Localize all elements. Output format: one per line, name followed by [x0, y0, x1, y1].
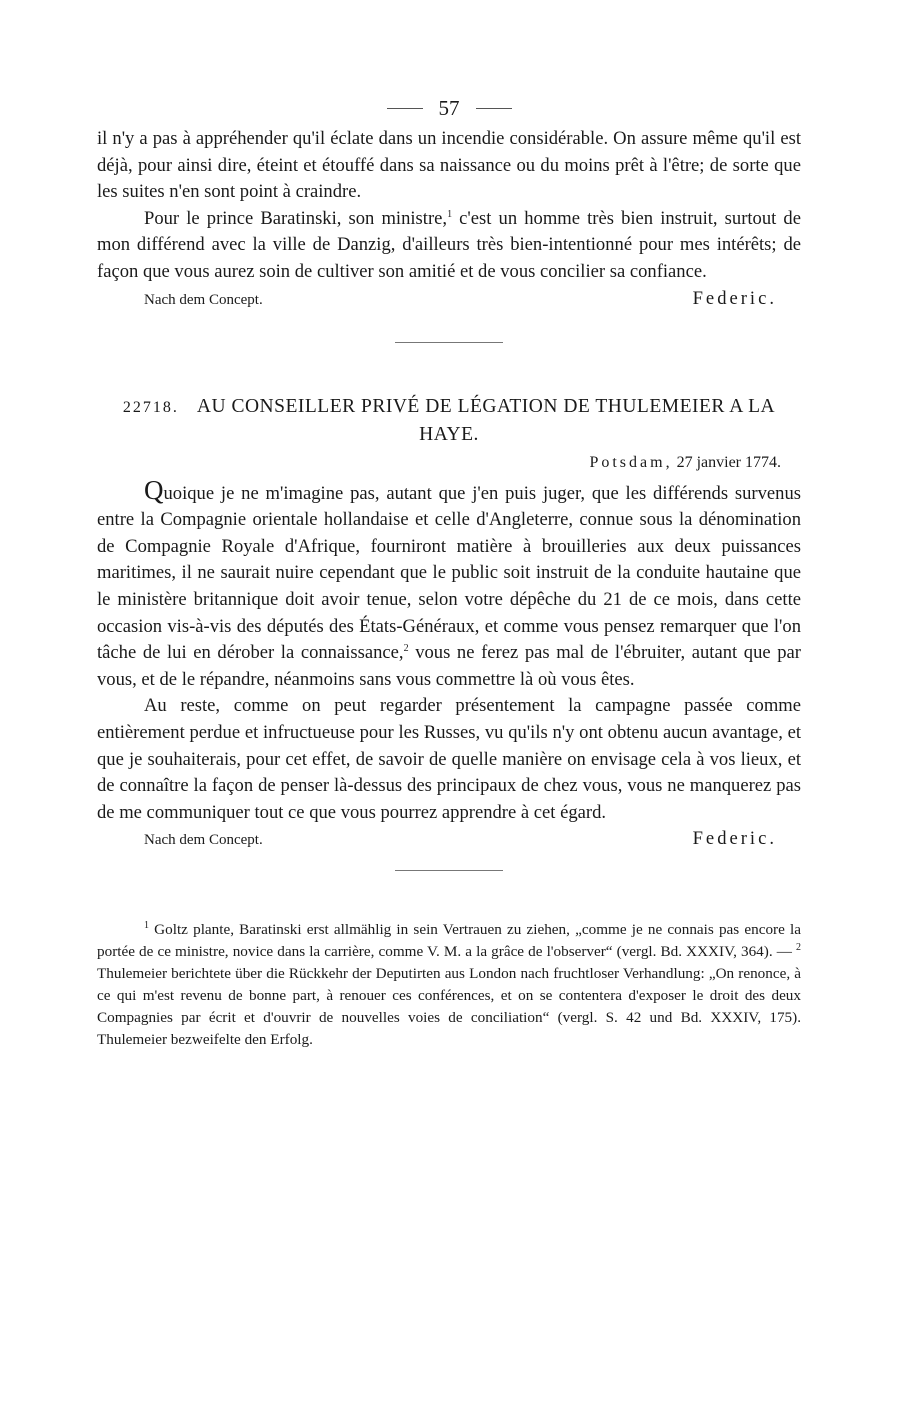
page-number: 57	[438, 95, 460, 120]
paragraph-text: Pour le prince Baratinski, son ministre,	[144, 207, 448, 229]
source-note: Nach dem Concept.	[144, 291, 263, 308]
paragraph-continuation: il n'y a pas à appréhender qu'il éclate dans un incendie considérable. On assure même qu'il est déjà, pour ainsi dire, éteint et étouffé dans sa naissance ou du moins prêt à l'être; de sorte que les suites n'en sont point à craindre.	[97, 128, 801, 203]
date: 27 janvier 1774.	[676, 453, 781, 471]
paragraph-text: c'est un homme très bien instruit, surtout de mon différend avec la ville de Danzig, d'ailleurs très bien-intentionné pour mes intérêts; de façon que vous aurez soin de cultiver son amitié et de vous concilier sa confiance.	[97, 207, 801, 282]
paragraph-text: vous ne ferez pas mal de l'ébruiter, autant que par vous, et de le répandre, néanmoins sans vous commettre là où vous êtes.	[97, 642, 802, 690]
header-rule-left	[387, 108, 423, 109]
footnote-ref: 1	[447, 208, 453, 220]
footnote-mark: 2	[796, 942, 801, 954]
document-number: 22718.	[122, 398, 179, 416]
page	[97, 90, 801, 1051]
place: Potsdam,	[589, 453, 673, 471]
footnote-1: Goltz plante, Baratinski erst allmählig in sein Vertrauen zu ziehen, „comme je ne connais pas encore la portée de ce ministre, novice dans la carrière, comme V. M. a la grâce de l'observer“ (vergl. Bd. XXXIV, 364). —	[97, 921, 801, 961]
separator-rule	[395, 870, 503, 871]
signature-block	[97, 828, 801, 850]
separator-rule	[395, 342, 503, 343]
footnote-ref: 2	[403, 642, 409, 654]
signature: Federic.	[692, 828, 777, 850]
letter-body	[97, 474, 802, 827]
paragraph-letter-1	[97, 474, 802, 694]
footnote-mark: 1	[144, 920, 149, 932]
paragraph-baratinski	[97, 206, 801, 286]
header-rule-right	[476, 108, 512, 109]
document-heading	[97, 393, 801, 448]
footnotes	[97, 919, 801, 1051]
footnote-text	[97, 919, 801, 1051]
signature-block	[97, 288, 801, 310]
paragraph-letter-2: Au reste, comme on peut regarder présentement la campagne passée comme entièrement perdue et infructueuse pour les Russes, vu qu'ils n'y ont obtenu aucun avantage, et que je souhaiterais, pour cet effet, de savoir de quelle manière on envisage cela à vos lieux, et de connaître la façon de penser là-dessus des principaux de chez vous, vous ne manquerez pas de me communiquer tout ce que vous pourrez apprendre à cet égard.	[97, 695, 801, 823]
page-header	[97, 90, 801, 126]
date-line	[97, 454, 801, 472]
paragraph-text: uoique je ne m'imagine pas, autant que j'en puis juger, que les différends survenus entre la Compagnie orientale hollandaise et celle d'Angleterre, connue sous la dénomination de Compagnie Royale d'Afrique, fourniront matière à brouilleries aux deux puissances maritimes, il ne saurait nuire cependant que le public soit instruit de la conduite hautaine que le ministère britannique doit avoir tenue, selon votre dépêche du 21 de ce mois, dans cette occasion vis-à-vis des députés des États-Généraux, et comme vous pensez remarquer que l'on tâche de lui en dérober la connaissance,	[97, 482, 801, 664]
footnote-2: Thulemeier berichtete über die Rückkehr der Deputirten aus London nach fruchtloser Verhandlung: „On renonce, à ce qui m'est revenu de bonne part, à renouer ces conférences, et on se contentera d'exposer le droit des deux Compagnies par écrit et d'ouvrir de nouvelles voies de conciliation“ (vergl. S. 42 und Bd. XXXIV, 175). Thulemeier bezweifelte den Erfolg.	[97, 965, 801, 1049]
source-note: Nach dem Concept.	[144, 832, 263, 849]
document-title: AU CONSEILLER PRIVÉ DE LÉGATION DE THULEMEIER A LA HAYE.	[196, 395, 776, 445]
initial-letter: Q	[144, 474, 164, 505]
signature: Federic.	[692, 287, 777, 309]
